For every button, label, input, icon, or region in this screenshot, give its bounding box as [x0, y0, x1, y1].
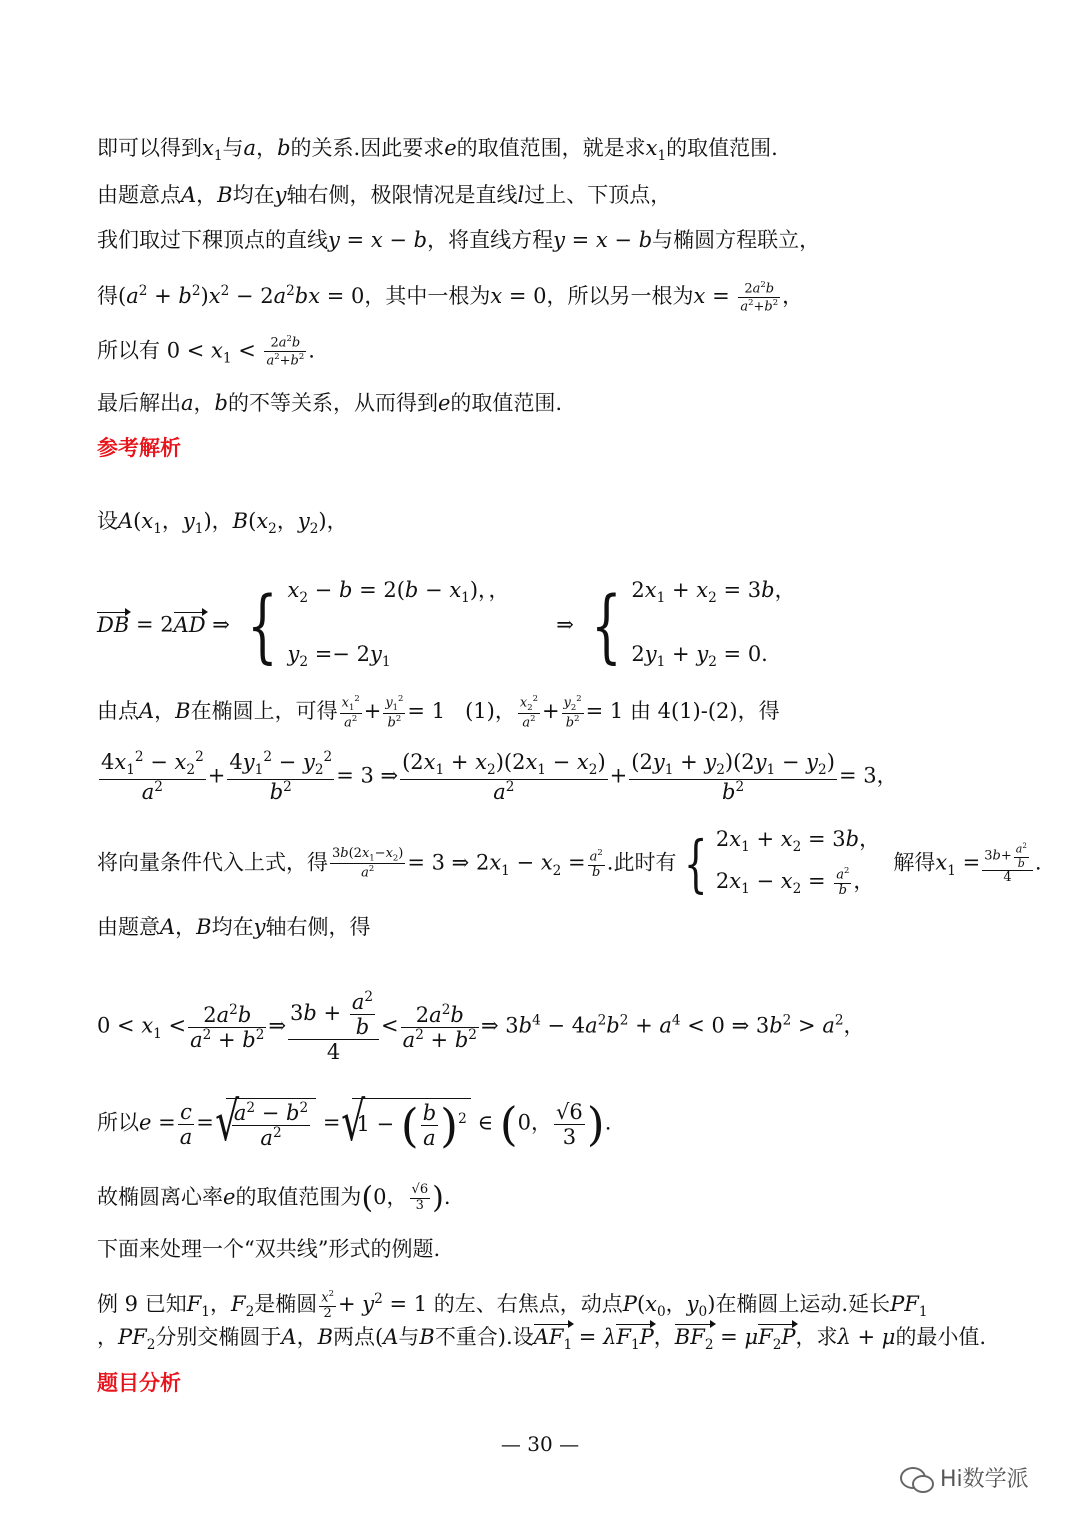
text: 例 9 已知 [97, 1292, 187, 1316]
text: ， [256, 136, 278, 160]
text: 的关系.因此要求 [290, 136, 445, 160]
fraction: $\frac{2a^2b}{a^2+b^2}$ [740, 278, 779, 315]
text: 我们取过下稞顶点的直线 [97, 228, 328, 252]
text: 与 [222, 136, 244, 160]
text: 是椭圆 [254, 1292, 318, 1316]
text-line-1: 即可以得到$x_1$与a，b的关系.因此要求e的取值范围，就是求$x_1$的取值范围. [97, 136, 778, 165]
text: ， [193, 391, 215, 415]
text-line-11: 将向量条件代入上式，得 $\frac{3b(2x_1-x_2)}{a^2}$ = 3 ⇒ $2x_1 - x_2$ = $\frac{a^2}{b}$ .此时有 { $2x_1 + x_2 = 3b$， $2x_1 - x_2$ = $\frac{a^2}{b}$ ， 解得$x_1$ = 3b+ $\frac{a^2}{b}$ 4 . [97, 827, 1042, 901]
wechat-icon [900, 1465, 934, 1491]
text-line-16: 下面来处理一个“双共线”形式的例题. [97, 1237, 441, 1261]
text: 所以有 [97, 338, 167, 363]
text-line-17: 例 9 已知$F_1$，$F_2$是椭圆 $\frac{x^2}{2}$ + $y^2 = 1$ 的左、右焦点，动点$P(x_0$，$y_0$)在椭圆上运动.延长$PF_1$ [97, 1287, 928, 1322]
text: 所以 [97, 1110, 139, 1135]
text: 与 [398, 1325, 420, 1349]
text-line-12: 由题意A，B均在y轴右侧，得 [97, 915, 371, 939]
text: 解得 [893, 850, 936, 875]
text: 设 [97, 509, 118, 533]
text: 在椭圆上运动.延长 [715, 1292, 891, 1316]
text-line-13: $0 < x_1$ < $\frac{2a^2b}{a^2 + b^2}$ ⇒ 3b + $\frac{a^2}{b}$ 4 < $\frac{2a^2b}{a^2 + b^2}$ ⇒ $3b^4 - 4a^2b^2 + a^4 < 0$ ⇒ $3b^2 > a^2$， [97, 989, 865, 1065]
text: 的不等关系，从而得到 [227, 391, 438, 415]
text: 的取值范围，就是求 [456, 136, 646, 160]
text: 在椭圆上，可得 [190, 698, 338, 723]
text: ，将直线方程 [427, 228, 554, 252]
text: 轴右侧，得 [265, 915, 371, 939]
text: 的最小值. [895, 1325, 987, 1349]
text: 的取值范围. [450, 391, 563, 415]
fraction: $\frac{2a^2b}{a^2+b^2}$ [266, 333, 305, 369]
text: 由题意 [97, 915, 160, 939]
text: ， [175, 915, 197, 939]
text-line-4: 得$(a^2 + b^2)x^2 - 2a^2bx = 0$，其中一根为x = 0，所以另一根为x = $\frac{2a^2b}{a^2+b^2}$ ， [97, 278, 804, 315]
left-brace: { [590, 579, 622, 673]
page-number: — 30 — [500, 1432, 580, 1456]
section-heading-problem-analysis: 题目分析 [97, 1370, 181, 1395]
text: 与椭圆方程联立， [652, 228, 821, 252]
text-line-7: 设$A(x_1$，$y_1$)，$B(x_2$，$y_2$)， [97, 509, 348, 538]
text-line-9: 由点A，B在椭圆上，可得 $\frac{x_1^2}{a^2}$ + $\frac{y_1^2}{b^2}$ = 1 (1)， $\frac{x_2^2}{a^2}$ + $\frac{y_2^2}{b^2}$ = 1 由 4(1)-(2)，得 [97, 693, 780, 730]
text: 最后解出 [97, 391, 181, 415]
text-line-18: ，$PF_2$分别交椭圆于A，B两点(A与B不重合).设$AF_1 = \lambda F_1P$，$BF_2 = \mu F_2P$，求λ + μ的最小值. [97, 1325, 987, 1354]
text: ，其中一根为 [364, 284, 491, 308]
system-1: $x_2 - b = 2(b - x_1)$，， $y_2 =- 2y_1$ [287, 578, 510, 671]
text-line-10: $\frac{4x_1^2 - x_2^2}{a^2}$ + $\frac{4y_1^2 - y_2^2}{b^2}$ = 3 ⇒ $\frac{(2x_1 + x_2)(2x_1 - x_2)}{a^2}$ + $\frac{(2y_1 + y_2)(2y_1 - y_2)}{b^2}$ = 3， [101, 749, 898, 804]
text: ， [154, 698, 176, 723]
text: 由 4(1)-(2)，得 [629, 698, 780, 723]
text: 的左、右焦点，动点 [433, 1292, 623, 1316]
text: 分别交椭圆于 [155, 1325, 282, 1349]
watermark [900, 1462, 1029, 1493]
system-2: $2x_1 + x_2 = 3b$， $2y_1 + y_2 = 0$. [631, 578, 796, 671]
text: 由题意点 [97, 183, 181, 207]
text: 即可以得到 [97, 136, 202, 160]
text: 两点( [333, 1325, 384, 1349]
text-line-14: 所以e = $\frac{c}{a}$ = √ $\frac{a^2 - b^2}{a^2}$ =√ 1 − ( $\frac{b}{a}$ )$^2$ ∈ (0， $\frac{√6}{3}$ ). [97, 1098, 611, 1158]
text: 过上、下顶点， [524, 183, 672, 207]
text-line-5: 所以有 $0 < x_1$ < $\frac{2a^2b}{a^2+b^2}$ . [97, 333, 315, 369]
text: ，所以另一根为 [546, 284, 694, 308]
text: 均在 [232, 183, 275, 207]
text: 均在 [211, 915, 254, 939]
section-heading-analysis: 参考解析 [97, 435, 181, 460]
text-line-15: 故椭圆离心率e的取值范围为(0， $\frac{√6}{3}$ ). [97, 1180, 451, 1216]
left-brace: { [246, 579, 278, 673]
text: 的取值范围. [666, 136, 778, 160]
text: 由点 [97, 698, 139, 723]
text: ， [209, 1292, 231, 1316]
text: ， [296, 1325, 318, 1349]
text: 故椭圆离心率 [97, 1185, 223, 1209]
text: 将向量条件代入上式，得 [97, 850, 328, 875]
watermark-text: Hi数学派 [940, 1467, 1029, 1492]
text-line-6: 最后解出a，b的不等关系，从而得到e的取值范围. [97, 391, 563, 415]
vector-system: DB = 2AD ⇒ { $x_2 - b = 2(b - x_1)$，， $y_2 =- 2y_1$ ⇒ { $2x_1 + x_2 = 3b$， $2y_1 + y_2 = 0$. [97, 562, 796, 672]
text: (1)， [465, 698, 516, 723]
text: 得 [97, 284, 118, 308]
text: 轴右侧，极限情况是直线 [286, 183, 518, 207]
text: 不重合).设 [434, 1325, 534, 1349]
text: ，求 [795, 1325, 838, 1349]
text: .此时有 [606, 850, 677, 875]
text: ， [196, 183, 218, 207]
text: 的取值范围为 [235, 1185, 362, 1209]
text: ， [653, 1325, 675, 1349]
text-line-3: 我们取过下稞顶点的直线y = x − b，将直线方程y = x − b与椭圆方程联立， [97, 228, 821, 252]
text-line-2: 由题意点A，B均在y轴右侧，极限情况是直线l过上、下顶点， [97, 183, 672, 207]
text: ， [97, 1325, 118, 1349]
